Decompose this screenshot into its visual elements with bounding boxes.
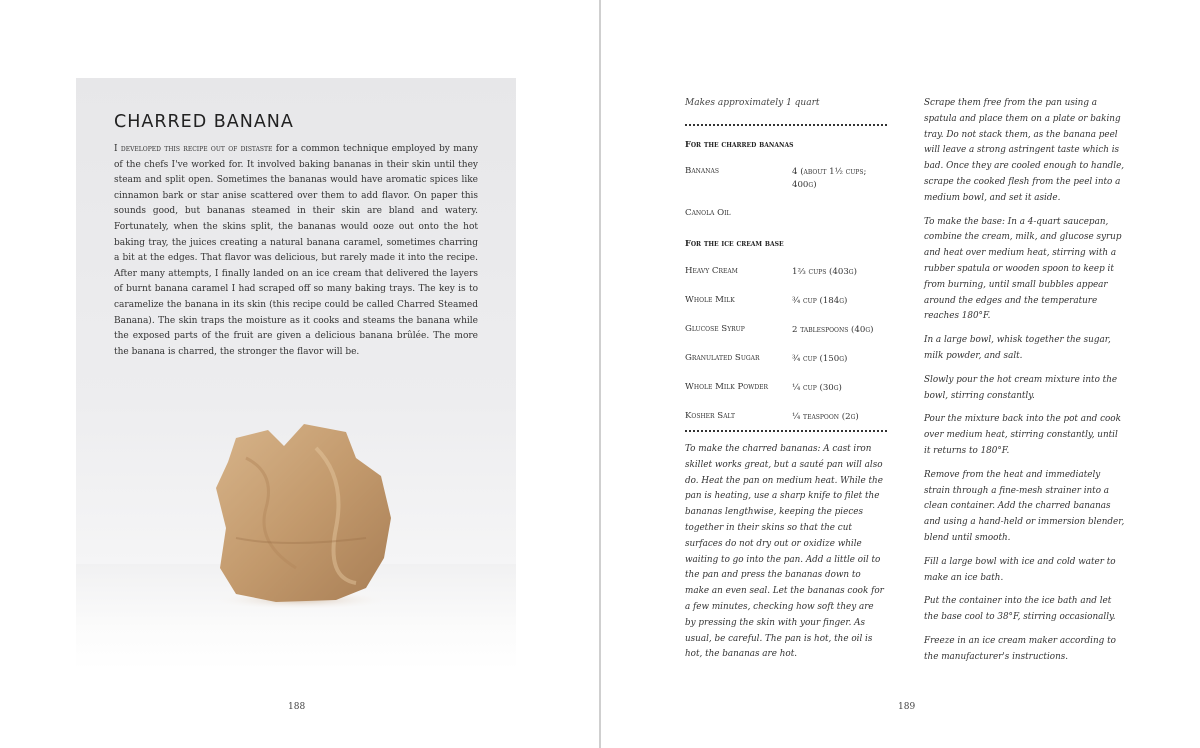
ingredient-list-base [685, 266, 887, 430]
ingredient-amount: ¼ teaspoon (2g) [792, 412, 859, 422]
ingredient-row [685, 324, 887, 353]
ingredient-row [685, 353, 887, 382]
ingredient-row [685, 382, 887, 411]
ingredient-name: Glucose Syrup [685, 324, 745, 334]
left-page [0, 0, 599, 748]
method-step: Remove from the heat and immediately strain through a fine-mesh strainer into a clean container. Add the charred bananas and using a hand-held or immersion blender, blend until smooth. [924, 469, 1125, 543]
ingredient-name: Kosher Salt [685, 411, 736, 421]
page-number: 188 [288, 702, 306, 712]
method-step: Put the container into the ice bath and let the base cool to 38°F, stirring occasionally. [924, 596, 1116, 623]
dotted-divider [685, 124, 887, 126]
ingredient-row [685, 411, 887, 430]
ingredient-name: Whole Milk Powder [685, 382, 769, 392]
ingredient-amount: 1⅔ cups (403g) [792, 267, 857, 277]
ingredient-row [685, 166, 887, 208]
ingredient-amount: ¾ cup (150g) [792, 354, 848, 364]
method-step: In a large bowl, whisk together the sugar, milk powder, and salt. [924, 335, 1111, 361]
section-heading-base: For the ice cream base [685, 238, 784, 248]
page-number: 189 [898, 702, 916, 712]
dotted-divider [685, 430, 887, 432]
ingredient-name: Heavy Cream [685, 266, 738, 276]
ingredient-list-bananas [685, 166, 887, 238]
intro-body: for a common technique employed by many of the chefs I've worked for. It involved baking bananas in their skin until they steam and split open. Sometimes the bananas would have aromatic spices like cinnamon bark or star anise scattered over them to add flavor. On paper this sounds good, but bananas steamed in their skin are bland and watery. Fortunately, when the skins split, the bananas would ooze out onto the hot baking tray, the juices creating a natural banana caramel, sometimes charring a bit at the edges. That flavor was delicious, but rarely made it into the recipe. After many attempts, I finally landed on an ice cream that delivered the layers of burnt banana caramel I had scraped off so many baking trays. The key is to caramelize the banana in its skin (this recipe could be called Charred Steamed Banana). The skin traps the moisture as it cooks and steams the banana while the exposed parts of the fruit are given a delicious banana brûlée. The more the banana is charred, the stronger the flavor will be. [114, 144, 478, 357]
method-step: To make the charred bananas: A cast iron skillet works great, but a sauté pan will also do. Heat the pan on medium heat. While the pan is heating, use a sharp knife to filet the bananas lengthwise, keeping the pieces together in their skins so that the cut surfaces do not dry out or oxidize while waiting to go into the pan. Add a little oil to the pan and press the bananas down to make an even seal. Let the bananas cook for a few minutes, checking how soft they are by pressing the skin with your finger. As usual, be careful. The pan is hot, the oil is hot, the bananas are hot. [685, 444, 884, 660]
method-step: Freeze in an ice cream maker according to the manufacturer's instructions. [924, 635, 1116, 662]
recipe-intro [114, 142, 478, 360]
method-step: Slowly pour the hot cream mixture into the bowl, stirring constantly. [924, 374, 1118, 401]
ingredient-amount: 2 tablespoons (40g) [792, 325, 874, 335]
ingredient-name: Granulated Sugar [685, 353, 760, 363]
ingredient-row [685, 266, 887, 295]
ingredient-name: Whole Milk [685, 295, 735, 305]
ingredient-name: Bananas [685, 166, 719, 176]
ingredients-column [685, 96, 887, 671]
recipe-yield: Makes approximately 1 quart [685, 98, 820, 108]
ingredient-name: Canola Oil [685, 208, 731, 218]
recipe-photo-panel [76, 78, 516, 670]
method-step: Fill a large bowl with ice and cold water to make an ice bath. [924, 556, 1116, 583]
method-step: Pour the mixture back into the pot and cook over medium heat, stirring constantly, until it returns to 180°F. [924, 414, 1121, 456]
ingredient-amount: 4 (about 1½ cups; 400g) [792, 167, 867, 190]
section-heading-bananas: For the charred bananas [685, 139, 794, 149]
ingredient-amount: ¾ cup (184g) [792, 296, 848, 306]
method-step: To make the base: In a 4-quart saucepan, combine the cream, milk, and glucose syrup and heat over medium heat, stirring with a rubber spatula or wooden spoon to keep it from burning, until small bubbles appear around the edges and the temperature reaches 180°F. [924, 216, 1122, 322]
method-step: Scrape them free from the pan using a spatula and place them on a plate or baking tray. Do not stack them, as the banana peel will leave a strong astringent taste which is bad. Once they are cooled enough to handle, scrape the cooked flesh from the peel into a medium bowl, and set it aside. [924, 98, 1125, 203]
recipe-title: CHARRED BANANA [114, 112, 294, 132]
ingredient-row [685, 208, 887, 238]
ingredient-amount: ¼ cup (30g) [792, 383, 842, 393]
ice-cream-scoop-image [206, 418, 406, 618]
ingredient-row [685, 295, 887, 324]
right-page [601, 0, 1200, 748]
method-column [924, 96, 1126, 674]
intro-lead: I developed this recipe out of distaste [114, 144, 273, 154]
